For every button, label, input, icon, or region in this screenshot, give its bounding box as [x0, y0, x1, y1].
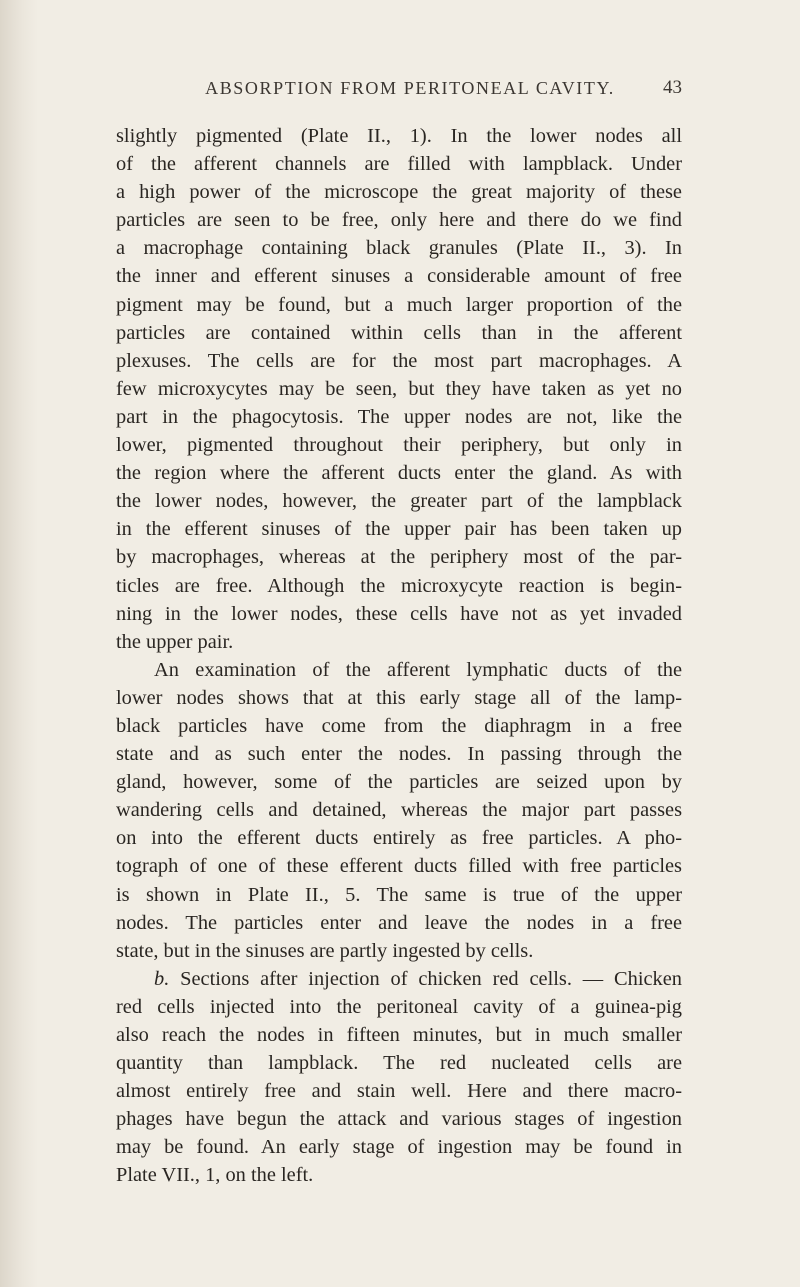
- text-line: tograph of one of these efferent ducts filled with free particles: [116, 855, 682, 878]
- body-text: [116, 122, 682, 1190]
- text-line: lower nodes shows that at this early stage all of the lamp-: [116, 686, 682, 709]
- text-line: is shown in Plate II., 5. The same is true of the upper: [116, 883, 682, 906]
- text-line: lower, pigmented throughout their periphery, but only in: [116, 434, 682, 457]
- text-line: state, but in the sinuses are partly ingested by cells.: [116, 939, 534, 962]
- text-line: slightly pigmented (Plate II., 1). In the lower nodes all: [116, 125, 682, 147]
- text-line: black particles have come from the diaphragm in a free: [116, 714, 682, 737]
- text-line: state and as such enter the nodes. In passing through the: [116, 743, 682, 766]
- text-line: wandering cells and detained, whereas the major part passes: [116, 799, 682, 822]
- text-line: gland, however, some of the particles are seized upon by: [116, 771, 682, 794]
- running-head: ABSORPTION FROM PERITONEAL CAVITY.: [205, 78, 615, 98]
- section-marker: b.: [154, 967, 170, 990]
- text-line: a high power of the microscope the great majority of these: [116, 181, 682, 204]
- text-line: the inner and efferent sinuses a considerable amount of free: [116, 265, 682, 288]
- page-edge-shadow: [0, 0, 38, 1287]
- text-line: the lower nodes, however, the greater part of the lampblack: [116, 490, 682, 513]
- text-line: plexuses. The cells are for the most part macrophages. A: [116, 349, 682, 372]
- text-line: red cells injected into the peritoneal cavity of a guinea-pig: [116, 995, 682, 1018]
- text-line: Plate VII., 1, on the left.: [116, 1164, 314, 1187]
- text-line: almost entirely free and stain well. Here and there macro-: [116, 1080, 682, 1103]
- text-line: by macrophages, whereas at the periphery most of the par-: [116, 546, 682, 569]
- text-line: quantity than lampblack. The red nucleated cells are: [116, 1052, 682, 1075]
- text-line: ticles are free. Although the microxycyte reaction is begin-: [116, 574, 682, 597]
- text-line: of the afferent channels are filled with lampblack. Under: [116, 153, 682, 176]
- text-line: few microxycytes may be seen, but they have taken as yet no: [116, 377, 682, 400]
- text-line: particles are contained within cells than in the afferent: [116, 321, 682, 344]
- section-b-heading-text: Sections after injection of chicken red cells. — Chicken: [180, 967, 682, 990]
- text-line: An examination of the afferent lymphatic ducts of the: [154, 658, 682, 681]
- text-line: on into the efferent ducts entirely as free particles. A pho-: [116, 827, 682, 850]
- text-line: in the efferent sinuses of the upper pair has been taken up: [116, 518, 682, 541]
- section-b-heading-line: [116, 965, 682, 993]
- text-line: part in the phagocytosis. The upper nodes are not, like the: [116, 405, 682, 428]
- text-line: the region where the afferent ducts enter the gland. As with: [116, 462, 682, 485]
- text-line: particles are seen to be free, only here and there do we find: [116, 209, 682, 232]
- text-line: may be found. An early stage of ingestion may be found in: [116, 1136, 682, 1159]
- text-line: ning in the lower nodes, these cells have not as yet invaded: [116, 602, 682, 625]
- text-line: pigment may be found, but a much larger proportion of the: [116, 293, 682, 316]
- page-number: 43: [663, 77, 682, 98]
- text-line: nodes. The particles enter and leave the nodes in a free: [116, 911, 682, 934]
- text-line: a macrophage containing black granules (Plate II., 3). In: [116, 237, 682, 260]
- text-line: also reach the nodes in fifteen minutes, but in much smaller: [116, 1024, 682, 1046]
- text-line: phages have begun the attack and various stages of ingestion: [116, 1108, 682, 1131]
- text-line: the upper pair.: [116, 630, 234, 653]
